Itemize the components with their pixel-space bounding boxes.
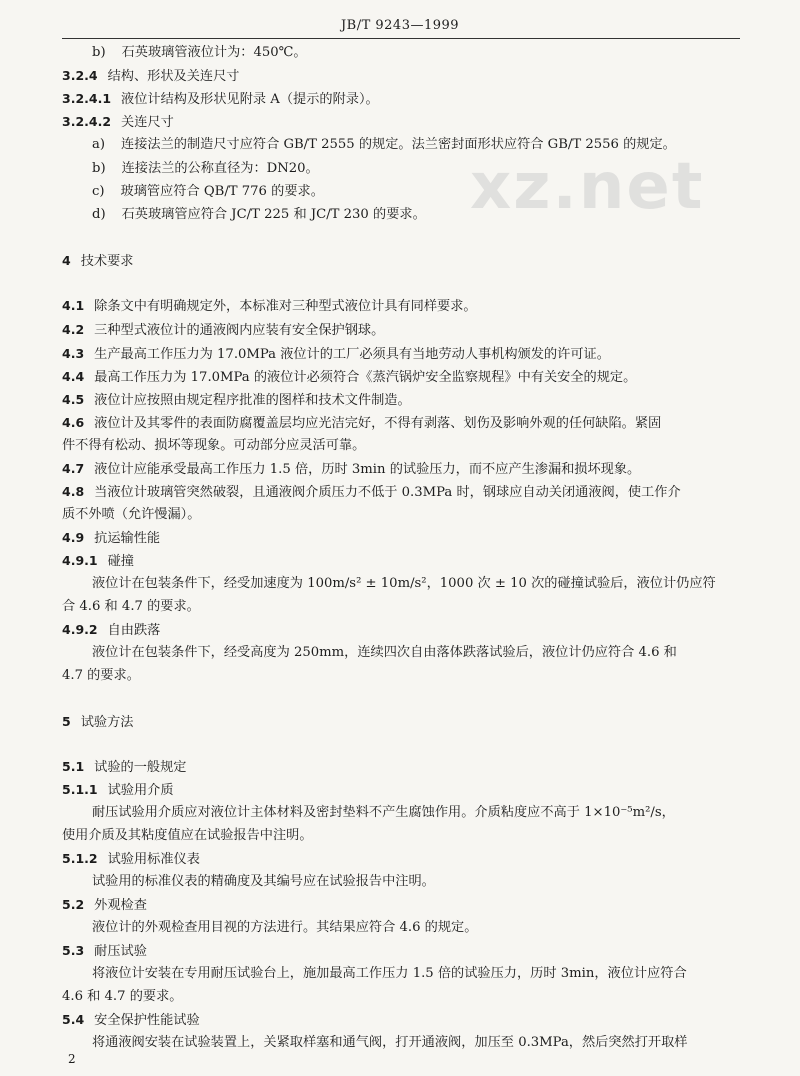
clause: 4.7 液位计应能承受最高工作压力 1.5 倍，历时 3min 的试验压力，而不应产生渗漏和损坏现象。 [62, 461, 641, 477]
section-heading: 3.2.4.2 关连尺寸 [62, 114, 174, 130]
paragraph-line: 试验用的标准仪表的精确度及其编号应在试验报告中注明。 [92, 874, 435, 889]
clause: 5.4 安全保护性能试验 [62, 1012, 200, 1028]
clause: 5.1.1 试验用介质 [62, 782, 174, 798]
clause: 4.1 除条文中有明确规定外，本标准对三种型式液位计具有同样要求。 [62, 298, 477, 314]
clause: 4.9 抗运输性能 [62, 530, 161, 546]
text-line: b) 连接法兰的公称直径为：DN20。 [92, 161, 319, 176]
clause: 4.3 生产最高工作压力为 17.0MPa 液位计的工厂必须具有当地劳动人事机构颁发的许可证。 [62, 346, 610, 362]
clause-continuation: 使用介质及其粘度值应在试验报告中注明。 [62, 828, 313, 843]
clause: 4.6 液位计及其零件的表面防腐覆盖层均应光洁完好，不得有剥落、划伤及影响外观的任何缺陷。紧固 [62, 415, 662, 431]
clause: 4.4 最高工作压力为 17.0MPa 的液位计必须符合《蒸汽锅炉安全监察规程》中有关安全的规定。 [62, 369, 637, 385]
text-line: b) 石英玻璃管液位计为：450℃。 [92, 45, 307, 60]
paragraph-line: 耐压试验用介质应对液位计主体材料及密封垫料不产生腐蚀作用。介质粘度应不高于 1×10⁻⁵m²/s， [92, 805, 675, 820]
paragraph-line: 将液位计安装在专用耐压试验台上，施加最高工作压力 1.5 倍的试验压力，历时 3min，液位计应符合 [92, 966, 687, 981]
clause: 4.2 三种型式液位计的通液阀内应装有安全保护钢球。 [62, 322, 385, 338]
clause: 4.8 当液位计玻璃管突然破裂，且通液阀介质压力不低于 0.3MPa 时，钢球应自动关闭通液阀，使工作介 [62, 484, 681, 500]
clause-continuation: 4.6 和 4.7 的要求。 [62, 989, 183, 1004]
chapter-heading: 4 技术要求 [62, 253, 134, 269]
paragraph-line: 液位计在包装条件下，经受高度为 250mm，连续四次自由落体跌落试验后，液位计仍应符合 4.6 和 [92, 645, 677, 660]
clause-continuation: 4.7 的要求。 [62, 668, 140, 683]
clause-continuation: 件不得有松动、损坏等现象。可动部分应灵活可靠。 [62, 438, 366, 453]
clause: 5.1.2 试验用标准仪表 [62, 851, 200, 867]
clause: 5.3 耐压试验 [62, 943, 147, 959]
text-line: c) 玻璃管应符合 QB/T 776 的要求。 [92, 184, 324, 199]
chapter-heading: 5 试验方法 [62, 714, 134, 730]
clause: 4.9.1 碰撞 [62, 553, 134, 569]
clause: 4.9.2 自由跌落 [62, 622, 161, 638]
clause: 5.1 试验的一般规定 [62, 759, 187, 775]
clause-continuation: 合 4.6 和 4.7 的要求。 [62, 599, 200, 614]
section-heading: 3.2.4 结构、形状及关连尺寸 [62, 68, 240, 84]
paragraph-line: 液位计的外观检查用目视的方法进行。其结果应符合 4.6 的规定。 [92, 920, 478, 935]
page-number: 2 [68, 1052, 76, 1066]
header-rule [62, 38, 740, 39]
standard-number-header: JB/T 9243—1999 [340, 18, 460, 33]
paragraph-line: 将通液阀安装在试验装置上，关紧取样塞和通气阀，打开通液阀，加压至 0.3MPa，然后突然打开取样 [92, 1035, 688, 1050]
text-line: d) 石英玻璃管应符合 JC/T 225 和 JC/T 230 的要求。 [92, 207, 426, 222]
section-heading: 3.2.4.1 液位计结构及形状见附录 A（提示的附录）。 [62, 91, 379, 107]
watermark: xz.net [470, 150, 705, 224]
clause: 4.5 液位计应按照由规定程序批准的图样和技术文件制造。 [62, 392, 411, 408]
text-line: a) 连接法兰的制造尺寸应符合 GB/T 2555 的规定。法兰密封面形状应符合 GB/T 2556 的规定。 [92, 137, 676, 152]
clause-continuation: 质不外喷（允许慢漏）。 [62, 507, 201, 522]
paragraph-line: 液位计在包装条件下，经受加速度为 100m/s² ± 10m/s²，1000 次 ± 10 次的碰撞试验后，液位计仍应符 [92, 576, 716, 591]
clause: 5.2 外观检查 [62, 897, 147, 913]
